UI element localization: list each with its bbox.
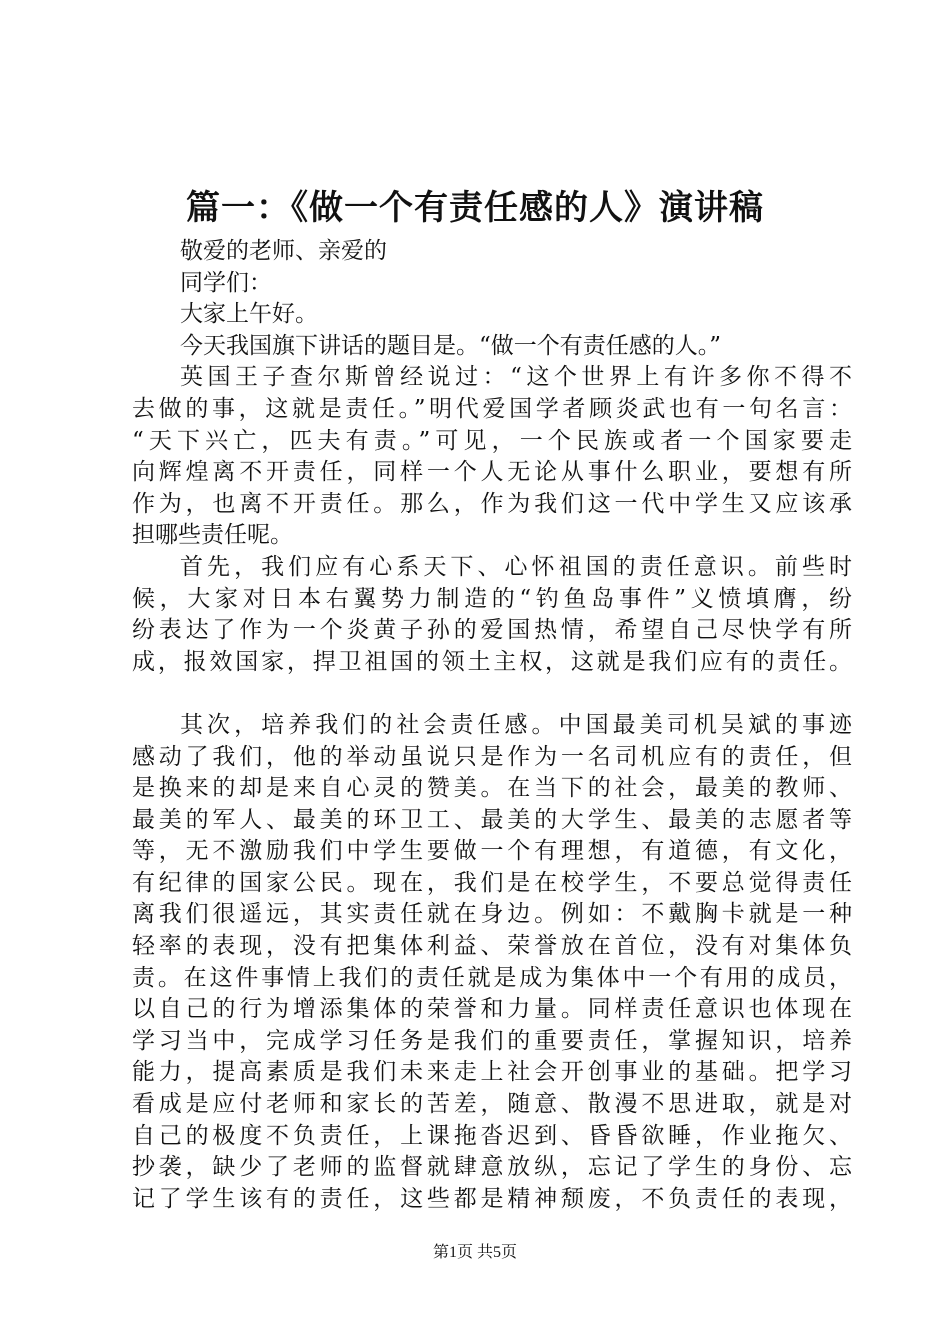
text-line: 纷表达了作为一个炎黄子孙的爱国热情，希望自己尽快学有所	[132, 617, 852, 644]
blank-line	[132, 678, 852, 710]
text-line: 轻率的表现，没有把集体利益、荣誉放在首位，没有对集体负	[132, 933, 852, 960]
text-line: 去做的事，这就是责任。”明代爱国学者顾炎武也有一句名言：	[132, 395, 852, 422]
text-line: 候，大家对日本右翼势力制造的“钓鱼岛事件”义愤填膺，纷	[132, 585, 852, 612]
page-title: 篇一：《做一个有责任感的人》演讲稿	[186, 188, 764, 228]
salutation-line: 同学们：	[180, 269, 272, 296]
text-line: 自己的极度不负责任，上课拖沓迟到、昏昏欲睡，作业拖欠、	[132, 1122, 852, 1149]
text-line: 成，报效国家，捍卫祖国的领土主权，这就是我们应有的责任。	[132, 648, 852, 675]
text-line: 其次，培养我们的社会责任感。中国最美司机吴斌的事迹	[180, 711, 852, 738]
text-line: 今天我国旗下讲话的题目是。“做一个有责任感的人。”	[180, 332, 722, 359]
document-body	[132, 236, 852, 1215]
text-line: 抄袭，缺少了老师的监督就肆意放纵，忘记了学生的身份、忘	[132, 1154, 852, 1181]
text-line: 等，无不激励我们中学生要做一个有理想，有道德，有文化，	[132, 838, 852, 865]
text-line: 向辉煌离不开责任，同样一个人无论从事什么职业，要想有所	[132, 459, 852, 486]
text-line: 责。在这件事情上我们的责任就是成为集体中一个有用的成员，	[132, 964, 852, 991]
text-line: 学习当中，完成学习任务是我们的重要责任，掌握知识，培养	[132, 1027, 852, 1054]
text-line: 看成是应付老师和家长的苦差，随意、散漫不思进取，就是对	[132, 1091, 852, 1118]
text-line: 离我们很遥远，其实责任就在身边。例如：不戴胸卡就是一种	[132, 901, 852, 928]
salutation-line: 敬爱的老师、亲爱的	[180, 238, 387, 264]
text-line: 记了学生该有的责任，这些都是精神颓废，不负责任的表现，	[132, 1185, 852, 1212]
text-line: 有纪律的国家公民。现在，我们是在校学生，不要总觉得责任	[132, 869, 852, 896]
text-line: 英国王子查尔斯曾经说过：“这个世界上有许多你不得不	[180, 364, 852, 391]
text-line: 担哪些责任呢。	[132, 522, 293, 549]
text-line: 作为，也离不开责任。那么，作为我们这一代中学生又应该承	[132, 490, 852, 517]
text-line: 感动了我们，他的举动虽说只是作为一名司机应有的责任，但	[132, 743, 852, 770]
text-line: “天下兴亡，匹夫有责。”可见，一个民族或者一个国家要走	[132, 427, 852, 454]
text-line: 最美的军人、最美的环卫工、最美的大学生、最美的志愿者等	[132, 806, 852, 833]
text-line: 能力，提高素质是我们未来走上社会开创事业的基础。把学习	[132, 1059, 852, 1086]
page-number-footer: 第1页 共5页	[432, 1244, 517, 1261]
greeting-line: 大家上午好。	[180, 301, 318, 328]
text-line: 首先，我们应有心系天下、心怀祖国的责任意识。前些时	[180, 553, 852, 580]
text-line: 是换来的却是来自心灵的赞美。在当下的社会，最美的教师、	[132, 775, 852, 802]
text-line: 以自己的行为增添集体的荣誉和力量。同样责任意识也体现在	[132, 996, 852, 1023]
